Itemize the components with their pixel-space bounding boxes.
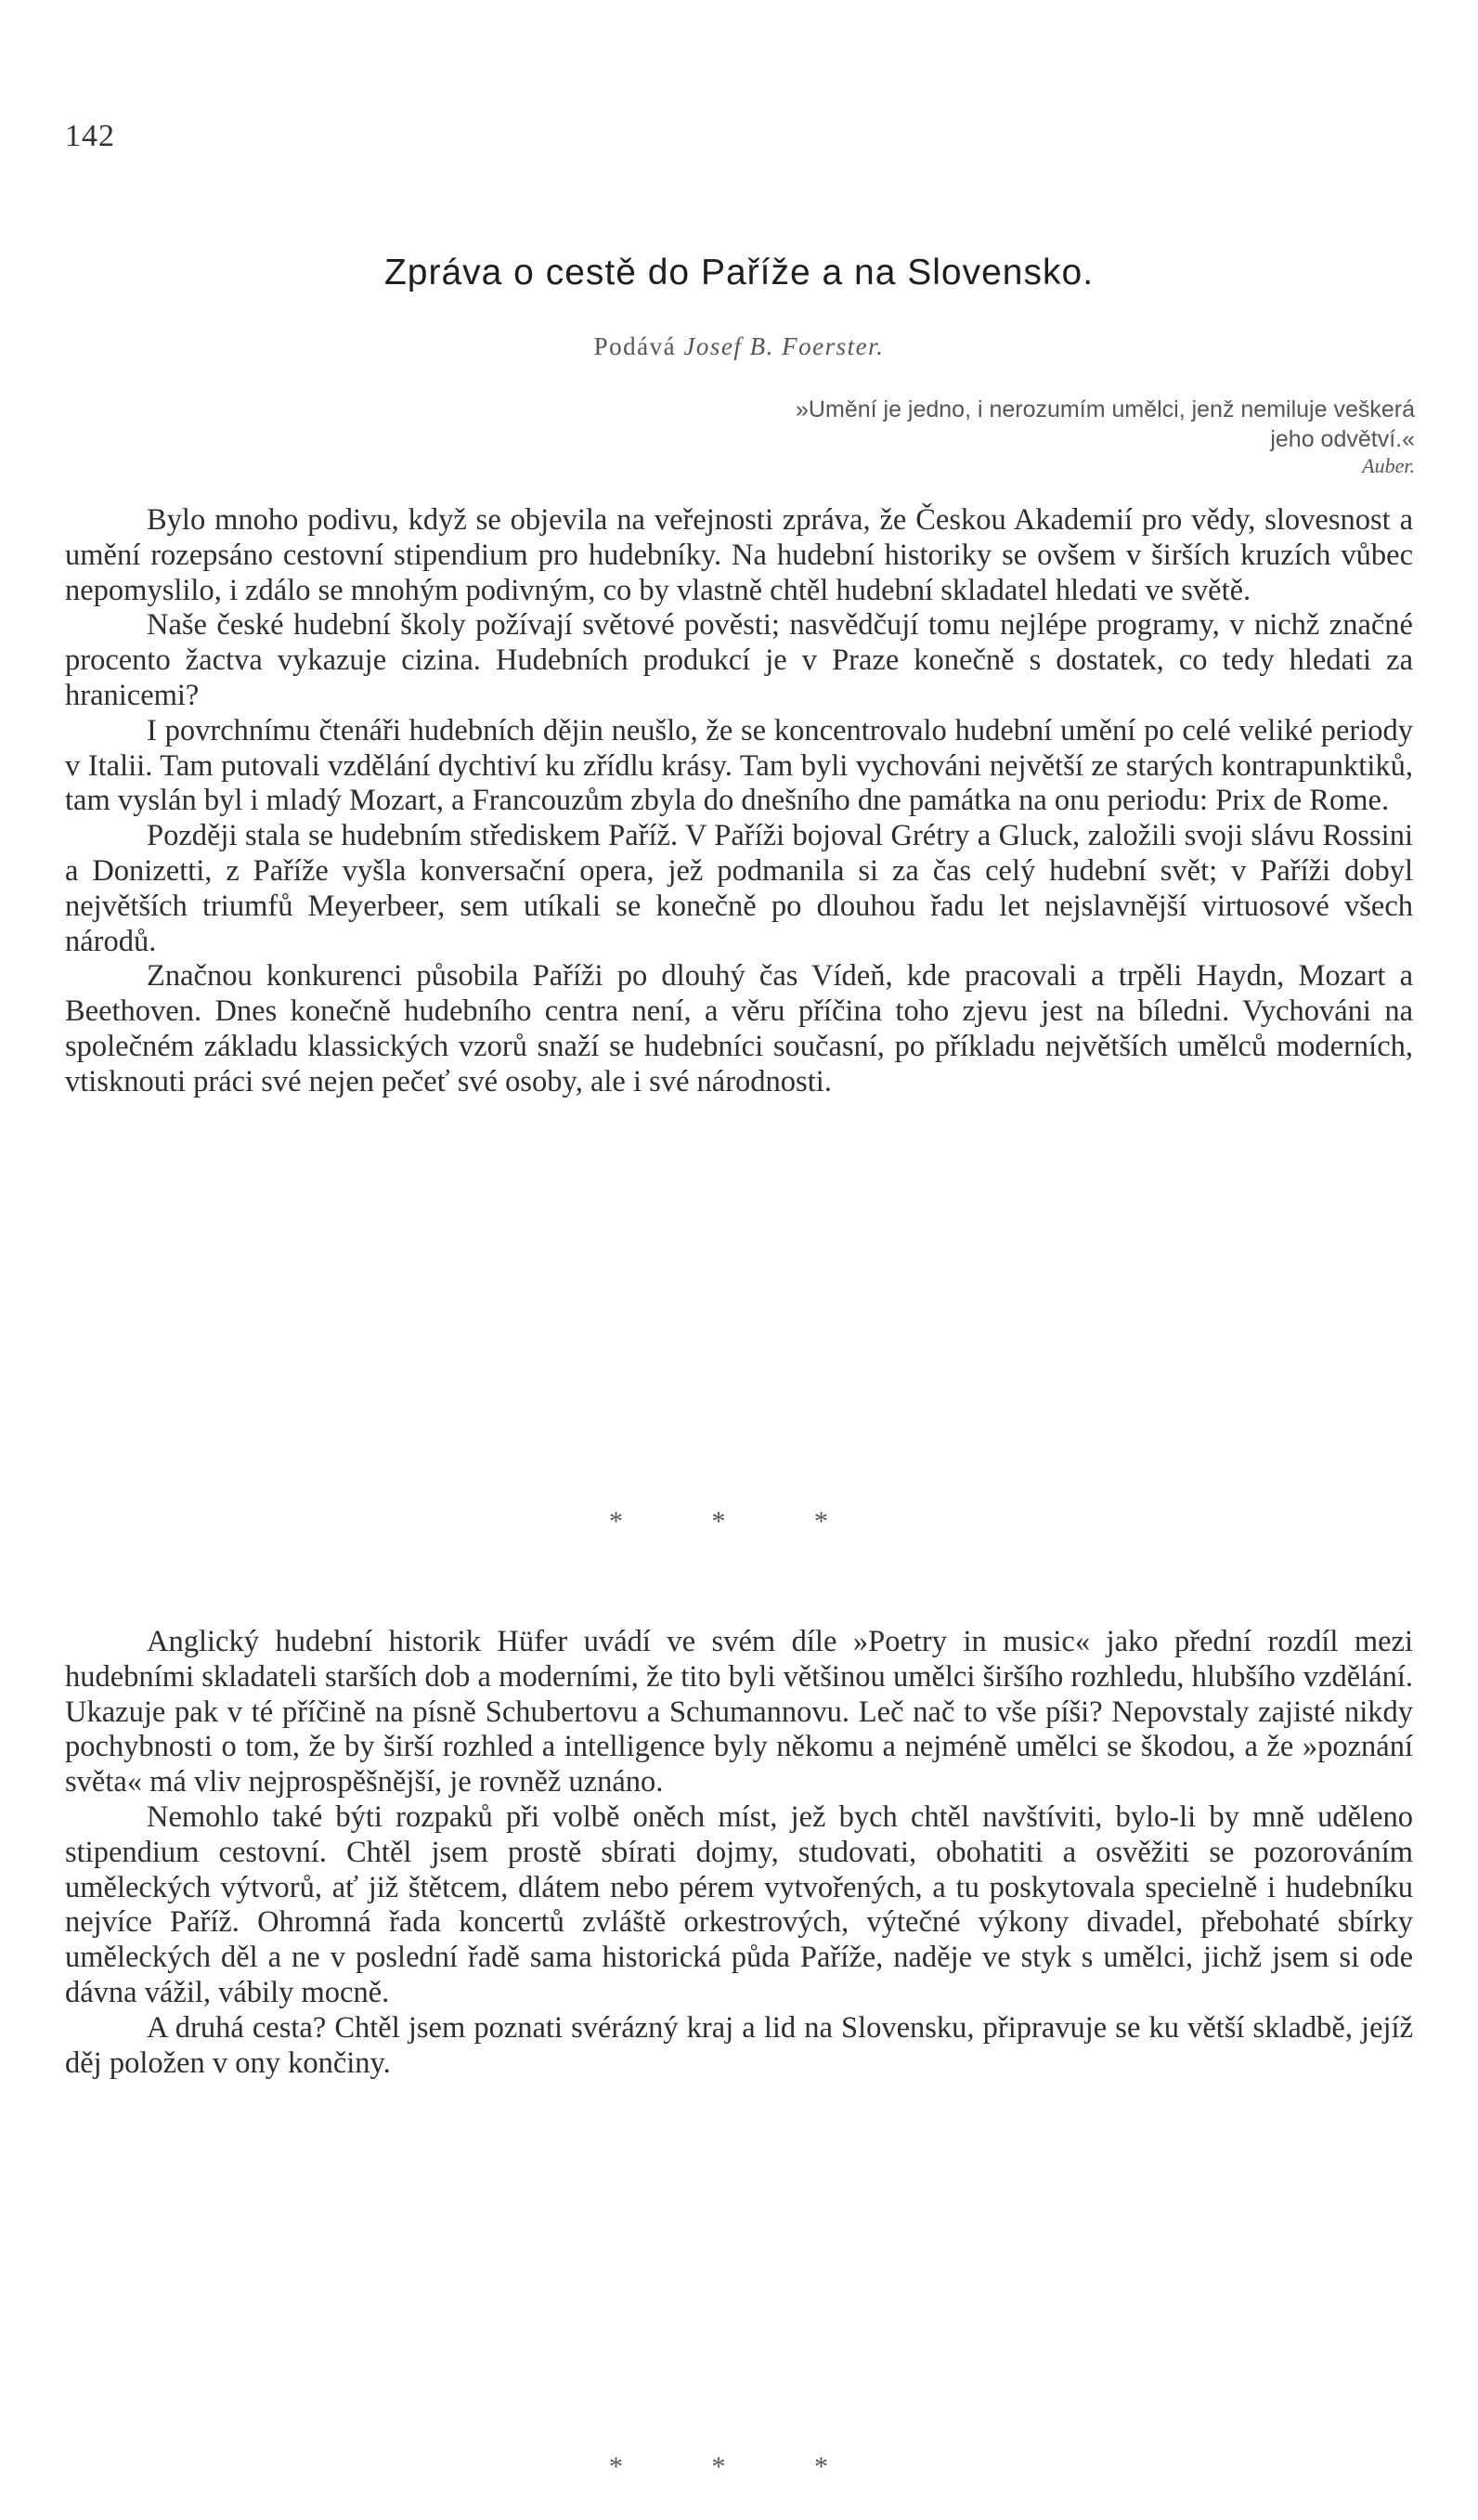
paragraph: I povrchnímu čtenáři hudebních dějin neušlo, že se koncentrovalo hudební umění po celé veliké periody v Italii. Tam putovali vzdělání dychtiví ku zřídlu krásy. Tam byli vychováni největší ze starých kontrapunktiků, tam vyslán byl i mladý Mozart, a Francouzům zbyla do dnešního dne památka na onu periodu: Prix de Rome. — [65, 713, 1413, 818]
byline-author: Josef B. Foerster. — [683, 332, 885, 360]
section-divider: * * * — [609, 1506, 869, 1537]
epigraph-signature: Auber. — [1362, 454, 1415, 477]
section-1-body — [65, 503, 1413, 1100]
byline-prefix: Podává — [593, 332, 677, 360]
section-divider: * * * — [609, 2451, 869, 2482]
byline — [0, 332, 1478, 361]
paragraph: Bylo mnoho podivu, když se objevila na veřejnosti zpráva, že Českou Akademií pro vědy, slovesnost a umění rozepsáno cestovní stipendium pro hudebníky. Na hudební historiky se ovšem v širších kruzích vůbec nepomyslilo, i zdálo se mnohým podivným, co by vlastně chtěl hudební skladatel hledati ve světě. — [65, 503, 1413, 607]
epigraph — [765, 395, 1415, 478]
paragraph: Značnou konkurenci působila Paříži po dlouhý čas Vídeň, kde pracovali a trpěli Haydn, Mozart a Beethoven. Dnes konečně hudebního centra není, a věru příčina toho zjevu jest na bíledni. Vychováni na společném základu klassických vzorů snaží se hudebníci současní, po příkladu největších umělců moderních, vtisknouti práci své nejen pečeť své osoby, ale i své národnosti. — [65, 959, 1413, 1098]
paragraph: Naše české hudební školy požívají světové pověsti; nasvědčují tomu nejlépe programy, v nichž značné procento žactva vykazuje cizina. Hudebních produkcí je v Praze konečně s dostatek, co tedy hledati za hranicemi? — [65, 608, 1413, 712]
page-number: 142 — [65, 119, 115, 153]
epigraph-quote: »Umění je jedno, i nerozumím umělci, jenž nemiluje veškerá jeho odvětví.« — [796, 396, 1415, 452]
paragraph: Nemohlo také býti rozpaků při volbě oněch míst, jež bych chtěl navštíviti, bylo-li by mně uděleno stipendium cestovní. Chtěl jsem prostě sbírati dojmy, studovati, obohatiti a osvěžiti se pozorováním uměleckých výtvorů, ať již štětcem, dlátem nebo pérem vytvořených, a tu poskytovala specielně i hudebníku nejvíce Paříž. Ohromná řada koncertů zvláště orkestrových, výtečné výkony divadel, přebohaté sbírky uměleckých děl a ne v poslední řadě sama historická půda Paříže, naděje ve styk s umělci, jichž jsem si ode dávna vážil, vábily mocně. — [65, 1799, 1413, 2009]
paragraph: Anglický hudební historik Hüfer uvádí ve svém díle »Poetry in music« jako přední rozdíl mezi hudebními skladateli starších dob a moderními, že tito byli většinou umělci širšího rozhledu, hlubšího vzdělání. Ukazuje pak v té příčině na písně Schubertovu a Schumannovu. Leč nač to vše píši? Nepovstaly zajisté nikdy pochybnosti o tom, že by širší rozhled a intelligence byly někomu a nejméně umělci se škodou, a že »poznání světa« má vliv nejprospěšnější, je rovněž uznáno. — [65, 1625, 1413, 1799]
section-2-body — [65, 1625, 1413, 2081]
article-title: Zpráva o cestě do Paříže a na Slovensko. — [383, 253, 1095, 292]
paragraph: Později stala se hudebním střediskem Paříž. V Paříži bojoval Grétry a Gluck, založili svoji slávu Rossini a Donizetti, z Paříže vyšla konversační opera, jež podmanila si za čas celý hudební svět; v Paříži dobyl největších triumfů Meyerbeer, sem utíkali se konečně po dlouhou řadu let nejslavnější virtuosové všech národů. — [65, 819, 1413, 958]
paragraph: A druhá cesta? Chtěl jsem poznati svérázný kraj a lid na Slovensku, připravuje se ku větší skladbě, jejíž děj položen v ony končiny. — [65, 2010, 1413, 2080]
